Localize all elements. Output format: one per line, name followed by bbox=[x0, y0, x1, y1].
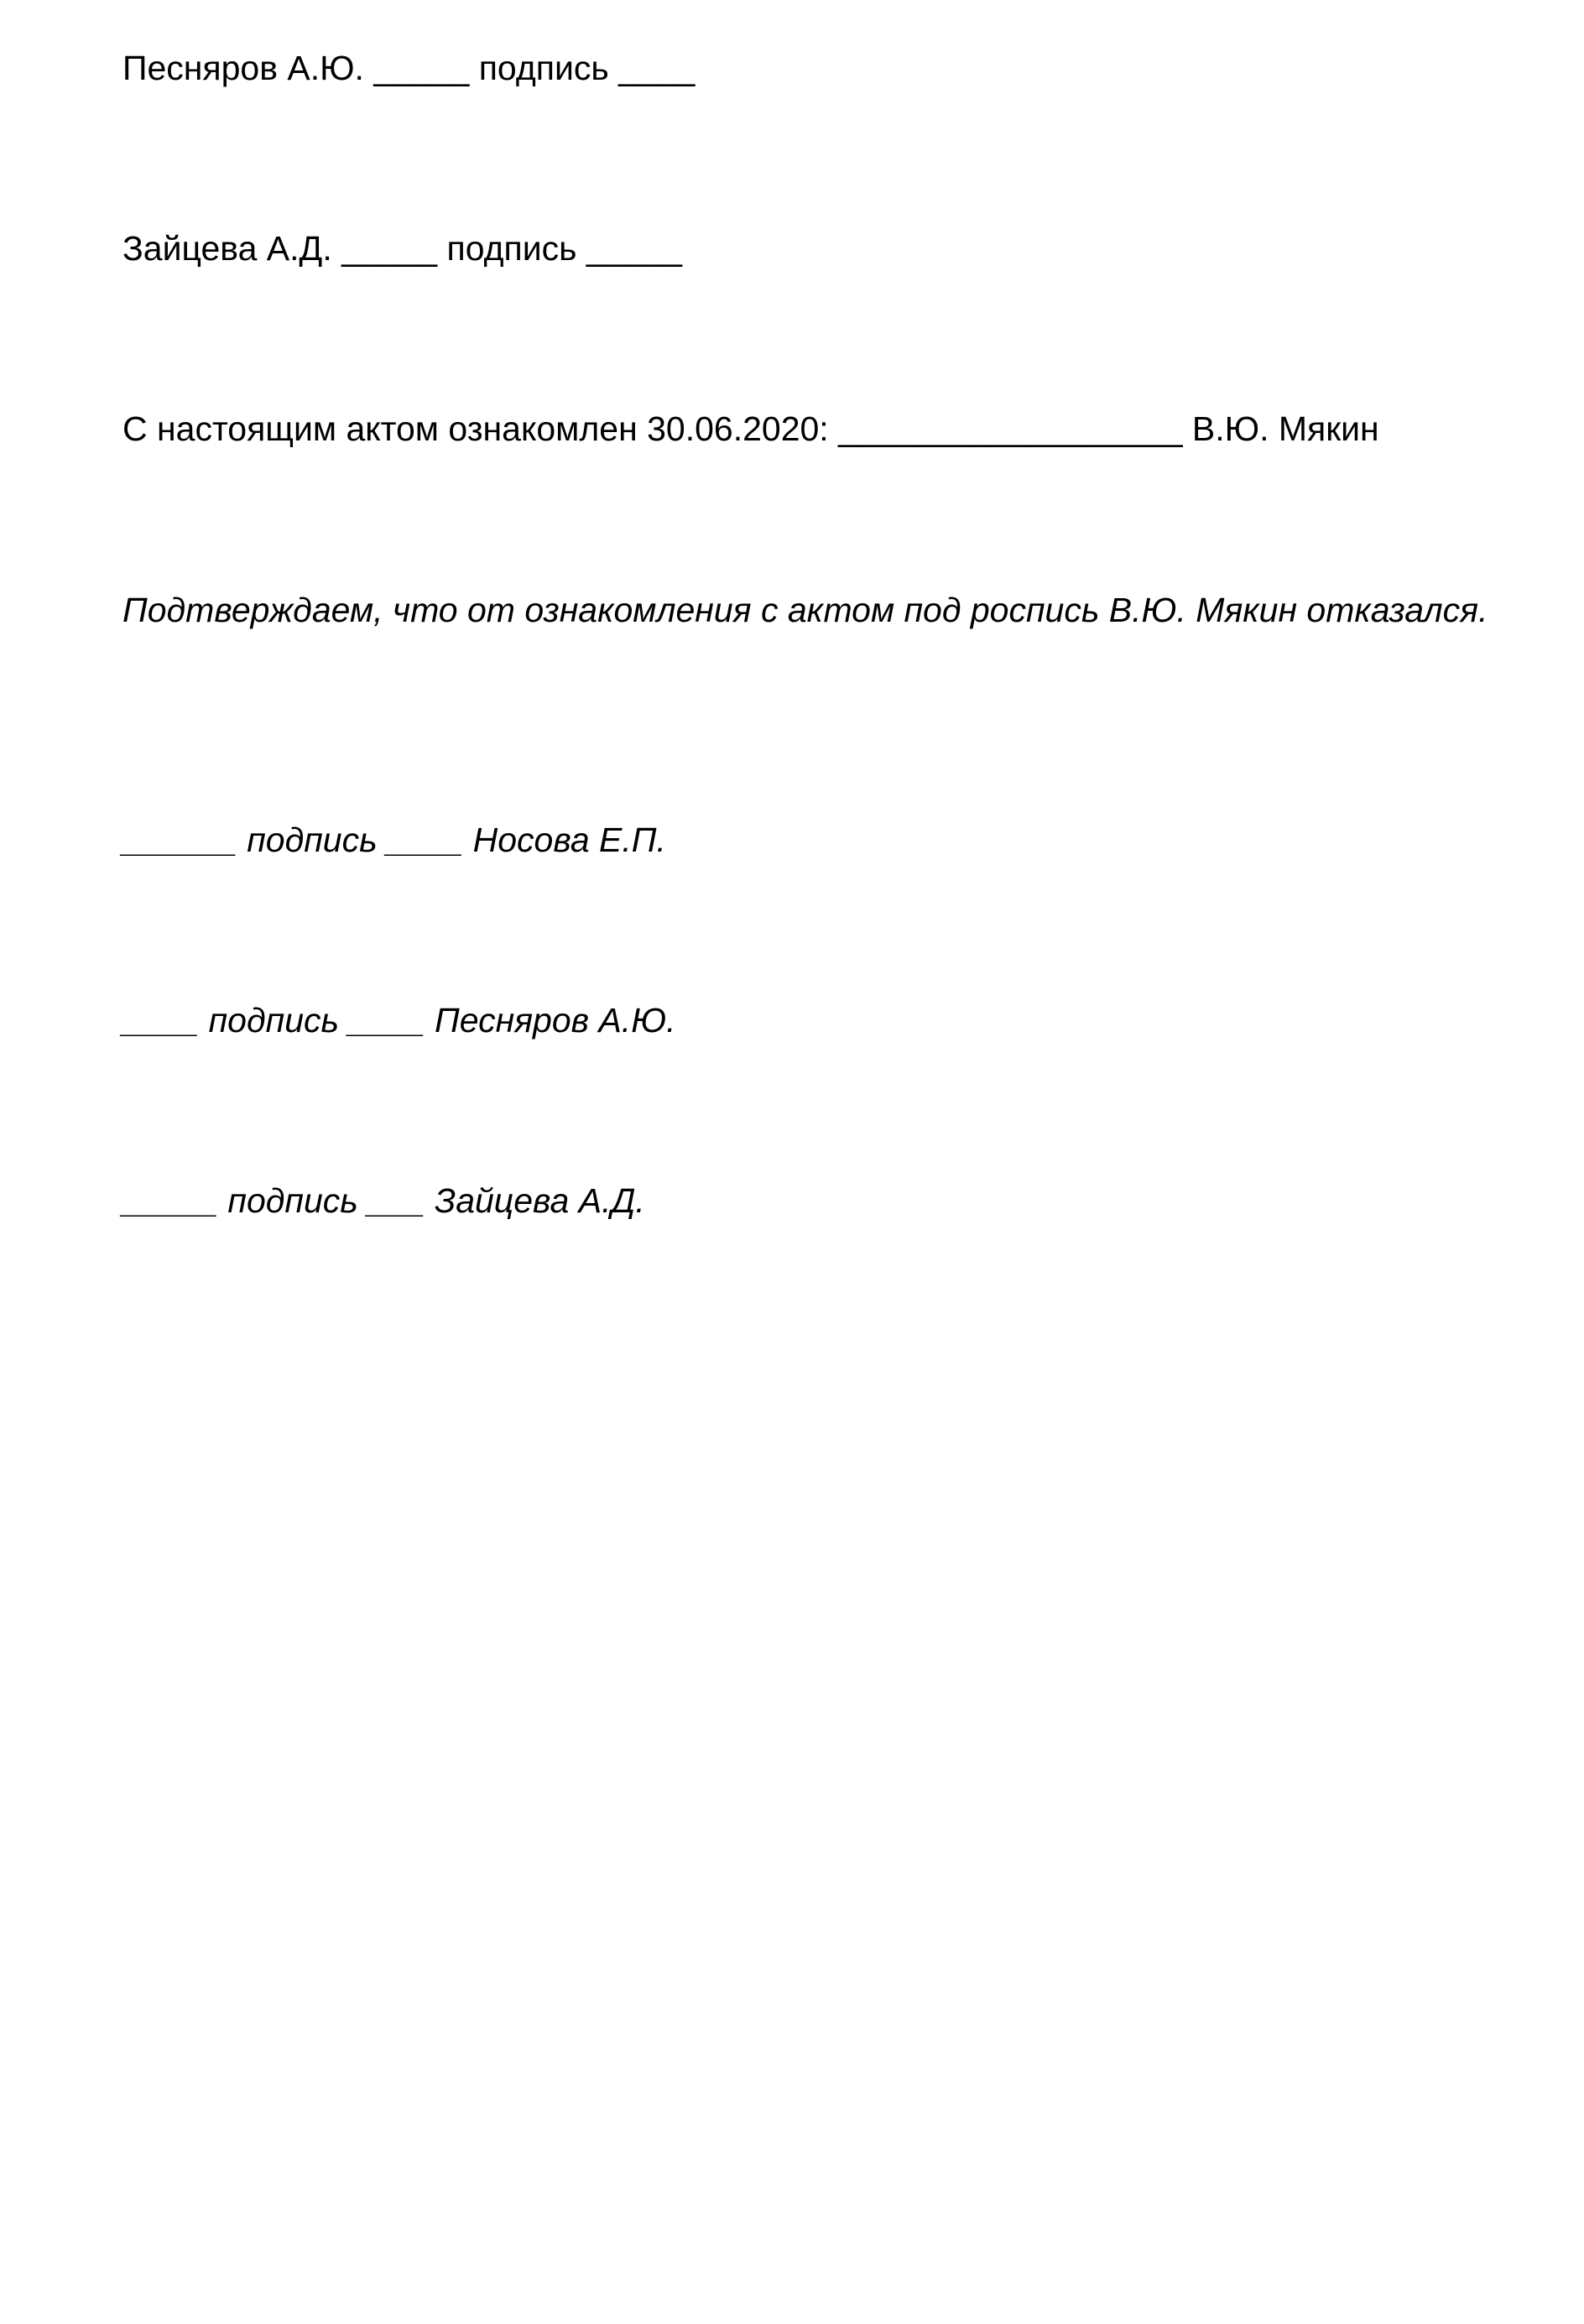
witness-signature-nosova: ______ подпись ____ Носова Е.П. bbox=[122, 821, 666, 859]
acknowledgement-line: С настоящим актом ознакомлен 30.06.2020: __________________ В.Ю. Мякин bbox=[122, 409, 1379, 448]
witness-signature-zaytseva: _____ подпись ___ Зайцева А.Д. bbox=[122, 1181, 645, 1220]
refusal-confirmation-paragraph: Подтверждаем, что от ознакомления с актом под роспись В.Ю. Мякин отказался. bbox=[122, 591, 1488, 629]
witness-signature-pesnyarov: ____ подпись ____ Песняров А.Ю. bbox=[122, 1001, 676, 1040]
signature-line-pesnyarov: Песняров А.Ю. _____ подпись ____ bbox=[122, 49, 696, 87]
signature-line-zaytseva: Зайцева А.Д. _____ подпись _____ bbox=[122, 229, 682, 268]
